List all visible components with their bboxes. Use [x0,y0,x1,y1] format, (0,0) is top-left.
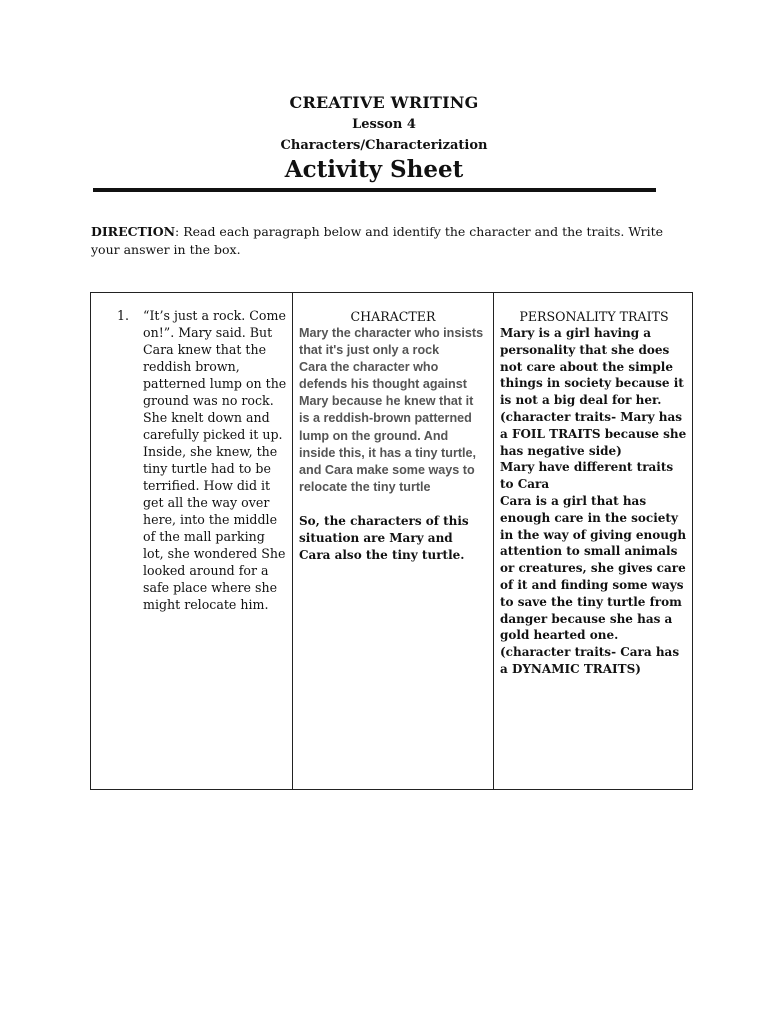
character-answer: Mary the character who insists that it's just only a rock Cara the character who defends his thought against Mary because he knew that it is a reddish-brown patterned lump on the ground. And inside this, it has a tiny turtle, and Cara make some ways to relocate the tiny turtle [299,326,484,494]
character-summary: So, the characters of this situation are Mary and Cara also the tiny turtle. [299,513,469,562]
direction-text: : Read each paragraph below and identify the character and the traits. Write your answer in the box. [91,224,664,257]
activity-sheet-title: Activity Sheet [284,156,464,183]
direction-paragraph [91,223,691,259]
traits-cell [494,293,692,678]
character-cell [293,293,493,564]
lesson-label: Lesson 4 [352,117,416,132]
document-title: CREATIVE WRITING [289,93,479,112]
direction-label: DIRECTION [91,224,176,239]
item-number: 1. [117,308,130,323]
traits-answer: Mary is a girl having a personality that she does not care about the simple things in society because it is not a big deal for her. (character traits- Mary has a FOIL TRAITS because she has negative side) Mary have different traits to Cara Cara is a girl that has enough care in the society in the way of giving enough attention to small animals or creatures, she gives care of it and finding some ways to save the tiny turtle from danger because she has a gold hearted one. (character traits- Cara has a DYNAMIC TRAITS) [500,326,687,676]
lesson-subtitle: Characters/Characterization [280,138,488,153]
character-column-header: CHARACTER [350,309,436,324]
traits-column-header: PERSONALITY TRAITS [519,309,669,324]
answer-table [90,292,693,790]
story-paragraph: “It’s just a rock. Come on!”. Mary said. But Cara knew that the reddish brown, patterned lump on the ground was no rock. She knelt down and carefully picked it up. Inside, she knew, the tiny turtle had to be terrified. How did it get all the way over here, into the middle of the mall parking lot, she wondered She looked around for a safe place where she might relocate him. [143,308,287,612]
paragraph-cell [91,293,292,613]
title-divider [93,188,656,192]
list-item [117,307,292,613]
